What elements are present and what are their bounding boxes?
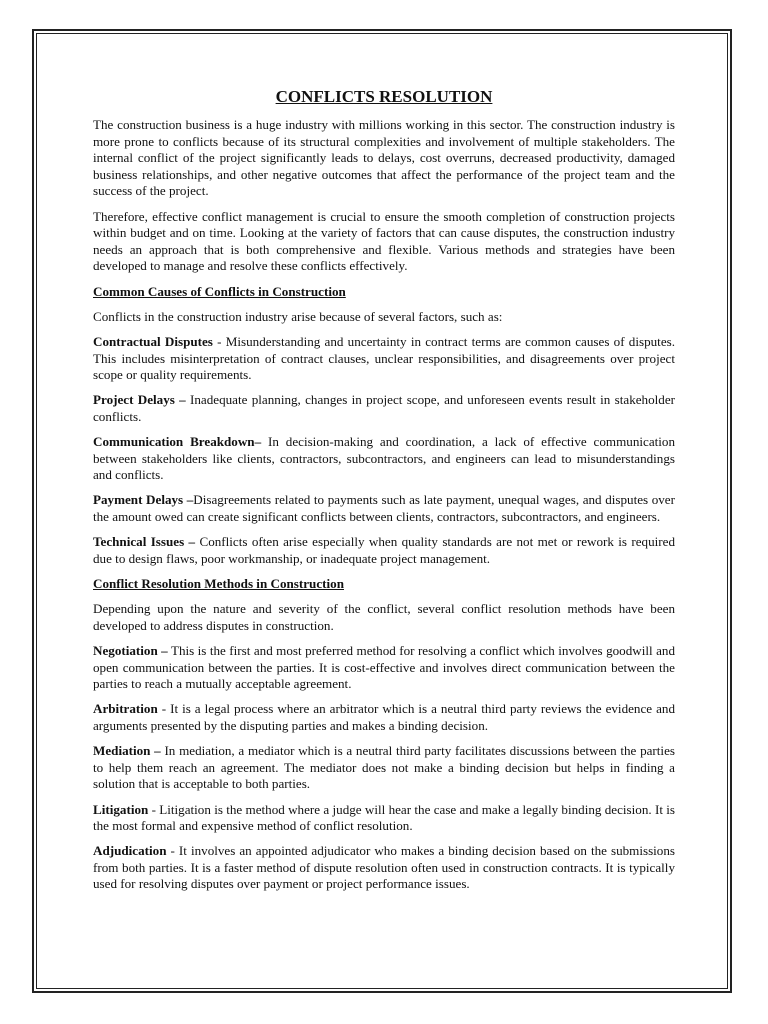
- section-heading-methods: Conflict Resolution Methods in Construction: [93, 576, 344, 591]
- cause-text: In decision-making and coordination, a lack of effective communication between stakeholders like clients, contractors, subcontractors, and engineers can lead to misunderstandings and conflicts.: [93, 434, 675, 483]
- method-text: - It is a legal process where an arbitrator which is a neutral third party reviews the evidence and arguments presented by the disputing parties and makes a binding decision.: [93, 701, 675, 733]
- method-term: Negotiation –: [93, 642, 168, 658]
- cause-term: Contractual Disputes: [93, 333, 213, 349]
- document-body: [93, 86, 675, 902]
- method-item: [93, 802, 675, 835]
- method-item: [93, 643, 675, 693]
- cause-text: Disagreements related to payments such as late payment, unequal wages, and disputes over the amount owed can create significant conflicts between clients, contractors, subcontractors, and engineers.: [93, 492, 675, 525]
- section-heading-causes: Common Causes of Conflicts in Construction: [93, 283, 346, 299]
- method-item: [93, 743, 675, 793]
- method-item: [93, 701, 675, 734]
- cause-item: [93, 492, 675, 525]
- cause-item: [93, 434, 675, 484]
- cause-term: Communication Breakdown–: [93, 434, 262, 450]
- cause-item: [93, 534, 675, 567]
- cause-term: Project Delays –: [93, 392, 186, 408]
- cause-text: - Misunderstanding and uncertainty in contract terms are common causes of disputes. This includes misinterpretation of contract clauses, unclear responsibilities, and disagreements over project scope or quality requirements.: [93, 333, 675, 383]
- cause-term: Payment Delays –: [93, 492, 194, 508]
- method-term: Adjudication: [93, 843, 167, 859]
- cause-item: [93, 334, 675, 384]
- method-item: [93, 843, 675, 893]
- document-title: CONFLICTS RESOLUTION: [275, 87, 493, 106]
- cause-term: Technical Issues –: [93, 534, 196, 550]
- method-text: - Litigation is the method where a judge will hear the case and make a legally binding decision. It is the most formal and expensive method of conflict resolution.: [93, 801, 675, 834]
- methods-lead: Depending upon the nature and severity of the conflict, several conflict resolution methods have been developed to address disputes in construction.: [93, 601, 675, 633]
- causes-lead: Conflicts in the construction industry arise because of several factors, such as:: [93, 308, 503, 324]
- method-term: Arbitration: [93, 701, 158, 717]
- method-text: - It involves an appointed adjudicator who makes a binding decision based on the submissions from both parties. It is a faster method of dispute resolution often used in construction contracts. It is typically used for resolving disputes over payment or project performance issues.: [93, 843, 675, 892]
- cause-text: Inadequate planning, changes in project scope, and unforeseen events result in stakeholder conflicts.: [93, 392, 675, 424]
- method-text: This is the first and most preferred method for resolving a conflict which involves goodwill and open communication between the parties. It is cost-effective and involves direct communication between the parties to reach a mutually acceptable agreement.: [93, 642, 675, 692]
- method-term: Litigation: [93, 801, 149, 817]
- intro-paragraph: The construction business is a huge industry with millions working in this sector. The construction industry is more prone to conflicts because of its structural complexities and involvement of multiple stakeholders. The internal conflict of the project significantly leads to delays, cost overruns, decreased productivity, damaged business relationships, and other negative outcomes that affect the performance of the project team and the success of the project.: [93, 117, 675, 199]
- method-term: Mediation –: [93, 743, 161, 759]
- cause-text: Conflicts often arise especially when quality standards are not met or rework is required due to design flaws, poor workmanship, or inadequate project management.: [93, 534, 675, 566]
- cause-item: [93, 392, 675, 425]
- intro-paragraph: Therefore, effective conflict management is crucial to ensure the smooth completion of construction projects within budget and on time. Looking at the variety of factors that can cause disputes, the construction industry needs an approach that is both comprehensive and flexible. Various methods and strategies have been developed to manage and resolve these conflicts effectively.: [93, 208, 675, 274]
- method-text: In mediation, a mediator which is a neutral third party facilitates discussions between the parties to help them reach an agreement. The mediator does not make a binding decision but helps in finding a solution that is acceptable to both parties.: [93, 743, 675, 792]
